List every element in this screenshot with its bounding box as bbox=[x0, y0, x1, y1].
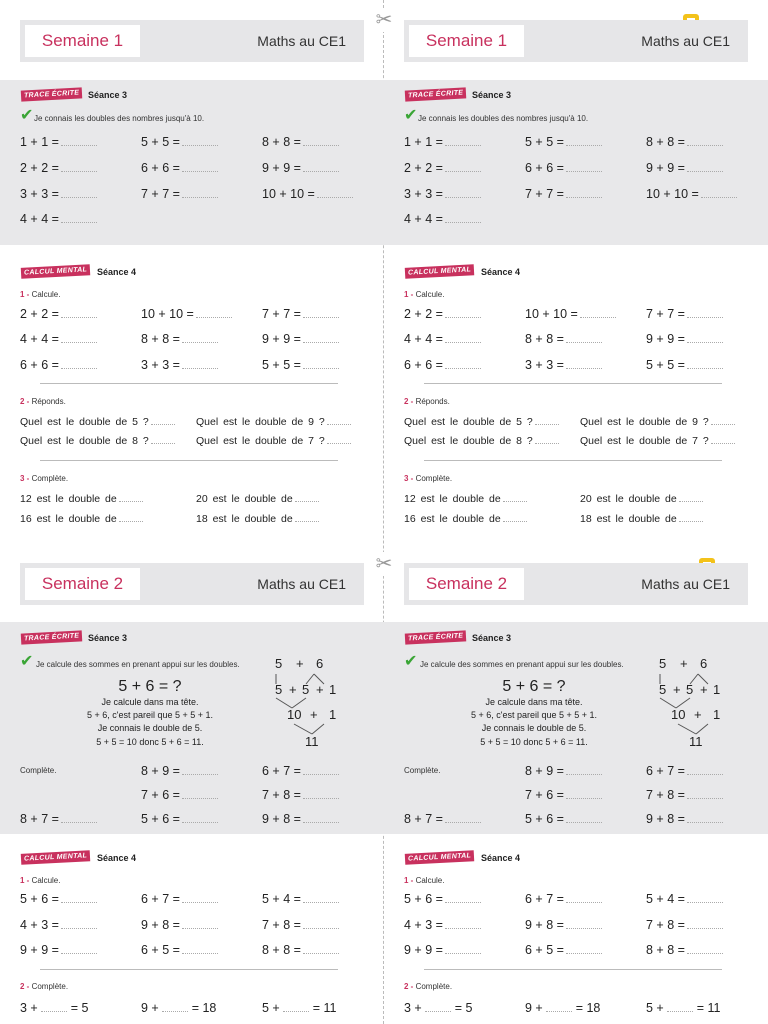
diagram-number: 10 bbox=[671, 707, 686, 722]
diagram-number: 5 bbox=[275, 682, 283, 697]
equation: 7 + 8 = bbox=[262, 788, 339, 802]
check-icon: ✔ bbox=[404, 107, 418, 124]
question: Quel est le double de 9 ? bbox=[580, 415, 735, 428]
diagram-operator: + bbox=[694, 707, 702, 722]
subject-label: Maths au CE1 bbox=[641, 576, 730, 592]
calcul-tag: CALCUL MENTAL bbox=[21, 850, 91, 865]
diagram-operator: + bbox=[673, 682, 681, 697]
equation: 7 + 7 = bbox=[646, 307, 723, 321]
instruction: 2 - Complète. bbox=[20, 982, 69, 991]
equation: 6 + 7 = bbox=[141, 892, 218, 906]
diagram-number: 6 bbox=[700, 656, 708, 671]
equation: 9 + 9 = bbox=[262, 161, 339, 175]
equation: 6 + 7 = bbox=[646, 764, 723, 778]
header-week1 bbox=[404, 20, 748, 62]
equation: 5 + 6 = bbox=[525, 812, 602, 826]
example-equation: 5 + 6 = ? bbox=[118, 678, 182, 695]
equation: 7 + 8 = bbox=[646, 918, 723, 932]
question: Quel est le double de 8 ? bbox=[404, 434, 559, 447]
calcul-tag: CALCUL MENTAL bbox=[21, 264, 91, 279]
example-equation: 5 + 6 = ? bbox=[502, 678, 566, 695]
question: 12 est le double de bbox=[404, 492, 527, 505]
equation: 8 + 8 = bbox=[525, 332, 602, 346]
equation: 3 + 3 = bbox=[404, 187, 481, 201]
equation: 6 + 6 = bbox=[141, 161, 218, 175]
equation: 5 + 4 = bbox=[262, 892, 339, 906]
equation: 9 + 9 = bbox=[20, 943, 97, 957]
equation: 10 + 10 = bbox=[646, 187, 737, 201]
equation: 1 + 1 = bbox=[404, 135, 481, 149]
objective: Je calcule des sommes en prenant appui sur les doubles. bbox=[420, 660, 624, 669]
fill-equation: 5 + = 11 bbox=[646, 1001, 721, 1015]
question: 20 est le double de bbox=[196, 492, 319, 505]
question: 20 est le double de bbox=[580, 492, 703, 505]
equation: 6 + 6 = bbox=[20, 358, 97, 372]
explanation-line: Je calcule dans ma tête. bbox=[101, 697, 199, 707]
diagram-number: 6 bbox=[316, 656, 324, 671]
equation: 5 + 5 = bbox=[646, 358, 723, 372]
explanation-line: 5 + 6, c'est pareil que 5 + 5 + 1. bbox=[470, 710, 598, 720]
trace-tag: TRACE ÉCRITE bbox=[21, 87, 83, 101]
divider bbox=[424, 969, 722, 970]
instruction: 1 - Calcule. bbox=[404, 876, 445, 885]
week-label: Semaine 1 bbox=[409, 25, 524, 57]
equation: 7 + 8 = bbox=[262, 918, 339, 932]
equation: 5 + 5 = bbox=[525, 135, 602, 149]
equation: 8 + 8 = bbox=[646, 943, 723, 957]
week-label: Semaine 2 bbox=[409, 568, 524, 600]
equation: 5 + 6 = bbox=[141, 812, 218, 826]
equation: 4 + 3 = bbox=[20, 918, 97, 932]
question: 12 est le double de bbox=[20, 492, 143, 505]
divider bbox=[40, 383, 338, 384]
instruction: 3 - Complète. bbox=[404, 474, 453, 483]
trace-tag: TRACE ÉCRITE bbox=[405, 87, 467, 101]
subject-label: Maths au CE1 bbox=[257, 33, 346, 49]
scissors-icon: ✂ bbox=[372, 8, 396, 32]
equation: 8 + 8 = bbox=[646, 135, 723, 149]
seance-label: Séance 3 bbox=[472, 90, 512, 100]
diagram-number: 5 bbox=[659, 682, 667, 697]
question: Quel est le double de 8 ? bbox=[20, 434, 175, 447]
header-week1 bbox=[20, 20, 364, 62]
question: 18 est le double de bbox=[580, 512, 703, 525]
equation: 5 + 5 = bbox=[262, 358, 339, 372]
equation: 6 + 6 = bbox=[525, 161, 602, 175]
equation: 4 + 3 = bbox=[404, 918, 481, 932]
equation: 10 + 10 = bbox=[262, 187, 353, 201]
equation: 4 + 4 = bbox=[20, 212, 97, 226]
explanation-line: 5 + 6, c'est pareil que 5 + 5 + 1. bbox=[86, 710, 214, 720]
diagram-number: 5 bbox=[302, 682, 310, 697]
diagram-number: 5 bbox=[275, 656, 283, 671]
fill-equation: 9 + = 18 bbox=[525, 1001, 601, 1015]
equation: 7 + 6 = bbox=[141, 788, 218, 802]
equation: 7 + 7 = bbox=[525, 187, 602, 201]
worksheet-right bbox=[384, 0, 768, 1024]
instruction: 2 - Réponds. bbox=[404, 397, 450, 406]
equation: 9 + 8 = bbox=[141, 918, 218, 932]
divider bbox=[40, 460, 338, 461]
equation: 4 + 4 = bbox=[404, 212, 481, 226]
divider bbox=[40, 969, 338, 970]
diagram-number: 1 bbox=[713, 682, 721, 697]
question: Quel est le double de 5 ? bbox=[404, 415, 559, 428]
diagram-number: 5 bbox=[659, 656, 667, 671]
seance-label: Séance 4 bbox=[97, 853, 137, 863]
subject-label: Maths au CE1 bbox=[257, 576, 346, 592]
equation: 7 + 7 = bbox=[262, 307, 339, 321]
fill-equation: 9 + = 18 bbox=[141, 1001, 217, 1015]
seance-label: Séance 4 bbox=[481, 853, 521, 863]
instruction: Complète. bbox=[20, 766, 57, 775]
diagram-number: 1 bbox=[329, 682, 337, 697]
fill-equation: 3 + = 5 bbox=[404, 1001, 473, 1015]
explanation-line: 5 + 5 = 10 donc 5 + 6 = 11. bbox=[96, 737, 204, 747]
explanation-line: Je connais le double de 5. bbox=[481, 723, 587, 733]
header-week2 bbox=[20, 563, 364, 605]
trace-tag: TRACE ÉCRITE bbox=[21, 630, 83, 644]
instruction: 3 - Complète. bbox=[20, 474, 69, 483]
equation: 8 + 9 = bbox=[525, 764, 602, 778]
equation: 6 + 5 = bbox=[525, 943, 602, 957]
instruction: 2 - Réponds. bbox=[20, 397, 66, 406]
equation: 10 + 10 = bbox=[525, 307, 616, 321]
equation: 10 + 10 = bbox=[141, 307, 232, 321]
equation: 6 + 6 = bbox=[404, 358, 481, 372]
subject-label: Maths au CE1 bbox=[641, 33, 730, 49]
instruction: 1 - Calcule. bbox=[20, 290, 61, 299]
equation: 3 + 3 = bbox=[20, 187, 97, 201]
divider bbox=[424, 383, 722, 384]
instruction: 1 - Calcule. bbox=[20, 876, 61, 885]
diagram-operator: + bbox=[700, 682, 708, 697]
equation: 5 + 6 = bbox=[20, 892, 97, 906]
diagram-operator: + bbox=[289, 682, 297, 697]
question: 18 est le double de bbox=[196, 512, 319, 525]
fill-equation: 3 + = 5 bbox=[20, 1001, 89, 1015]
explanation-line: Je calcule dans ma tête. bbox=[485, 697, 583, 707]
equation: 8 + 8 = bbox=[262, 135, 339, 149]
equation: 9 + 9 = bbox=[646, 332, 723, 346]
equation: 8 + 9 = bbox=[141, 764, 218, 778]
equation: 5 + 4 = bbox=[646, 892, 723, 906]
question: Quel est le double de 9 ? bbox=[196, 415, 351, 428]
equation: 3 + 3 = bbox=[525, 358, 602, 372]
equation: 6 + 7 = bbox=[525, 892, 602, 906]
equation: 1 + 1 = bbox=[20, 135, 97, 149]
diagram-number: 10 bbox=[287, 707, 302, 722]
seance-label: Séance 4 bbox=[97, 267, 137, 277]
equation: 2 + 2 = bbox=[20, 161, 97, 175]
equation: 9 + 8 = bbox=[262, 812, 339, 826]
divider bbox=[424, 460, 722, 461]
check-icon: ✔ bbox=[404, 653, 418, 670]
equation: 2 + 2 = bbox=[404, 161, 481, 175]
equation: 9 + 9 = bbox=[262, 332, 339, 346]
seance-label: Séance 4 bbox=[481, 267, 521, 277]
equation: 9 + 9 = bbox=[646, 161, 723, 175]
seance-label: Séance 3 bbox=[472, 633, 512, 643]
diagram-result: 11 bbox=[305, 734, 319, 749]
equation: 7 + 6 = bbox=[525, 788, 602, 802]
scissors-icon: ✂ bbox=[372, 552, 396, 576]
equation: 6 + 7 = bbox=[262, 764, 339, 778]
equation: 2 + 2 = bbox=[20, 307, 97, 321]
diagram-number: 5 bbox=[686, 682, 694, 697]
diagram-operator: + bbox=[310, 707, 318, 722]
diagram-result: 11 bbox=[689, 734, 703, 749]
equation: 8 + 7 = bbox=[20, 812, 97, 826]
check-icon: ✔ bbox=[20, 653, 34, 670]
equation: 7 + 7 = bbox=[141, 187, 218, 201]
equation: 8 + 8 = bbox=[262, 943, 339, 957]
calcul-tag: CALCUL MENTAL bbox=[405, 850, 475, 865]
equation: 8 + 8 = bbox=[141, 332, 218, 346]
equation: 3 + 3 = bbox=[141, 358, 218, 372]
equation: 8 + 7 = bbox=[404, 812, 481, 826]
diagram-operator: + bbox=[680, 656, 688, 671]
trace-tag: TRACE ÉCRITE bbox=[405, 630, 467, 644]
instruction: 2 - Complète. bbox=[404, 982, 453, 991]
objective: Je calcule des sommes en prenant appui sur les doubles. bbox=[36, 660, 240, 669]
instruction: Complète. bbox=[404, 766, 441, 775]
instruction: 1 - Calcule. bbox=[404, 290, 445, 299]
equation: 7 + 8 = bbox=[646, 788, 723, 802]
week-label: Semaine 1 bbox=[25, 25, 140, 57]
seance-label: Séance 3 bbox=[88, 90, 128, 100]
week-label: Semaine 2 bbox=[25, 568, 140, 600]
objective: Je connais les doubles des nombres jusqu'à 10. bbox=[418, 114, 589, 123]
diagram-number: 1 bbox=[713, 707, 721, 722]
question: Quel est le double de 7 ? bbox=[580, 434, 735, 447]
explanation-line: Je connais le double de 5. bbox=[97, 723, 203, 733]
explanation-line: 5 + 5 = 10 donc 5 + 6 = 11. bbox=[480, 737, 588, 747]
header-week2 bbox=[404, 563, 748, 605]
diagram-number: 1 bbox=[329, 707, 337, 722]
calcul-tag: CALCUL MENTAL bbox=[405, 264, 475, 279]
fill-equation: 5 + = 11 bbox=[262, 1001, 337, 1015]
equation: 5 + 5 = bbox=[141, 135, 218, 149]
seance-label: Séance 3 bbox=[88, 633, 128, 643]
equation: 9 + 9 = bbox=[404, 943, 481, 957]
objective: Je connais les doubles des nombres jusqu'à 10. bbox=[34, 114, 205, 123]
diagram-operator: + bbox=[316, 682, 324, 697]
equation: 9 + 8 = bbox=[646, 812, 723, 826]
question: Quel est le double de 5 ? bbox=[20, 415, 175, 428]
question: 16 est le double de bbox=[404, 512, 527, 525]
check-icon: ✔ bbox=[20, 107, 34, 124]
equation: 4 + 4 = bbox=[404, 332, 481, 346]
question: 16 est le double de bbox=[20, 512, 143, 525]
equation: 9 + 8 = bbox=[525, 918, 602, 932]
equation: 4 + 4 = bbox=[20, 332, 97, 346]
equation: 5 + 6 = bbox=[404, 892, 481, 906]
question: Quel est le double de 7 ? bbox=[196, 434, 351, 447]
equation: 2 + 2 = bbox=[404, 307, 481, 321]
diagram-operator: + bbox=[296, 656, 304, 671]
equation: 6 + 5 = bbox=[141, 943, 218, 957]
